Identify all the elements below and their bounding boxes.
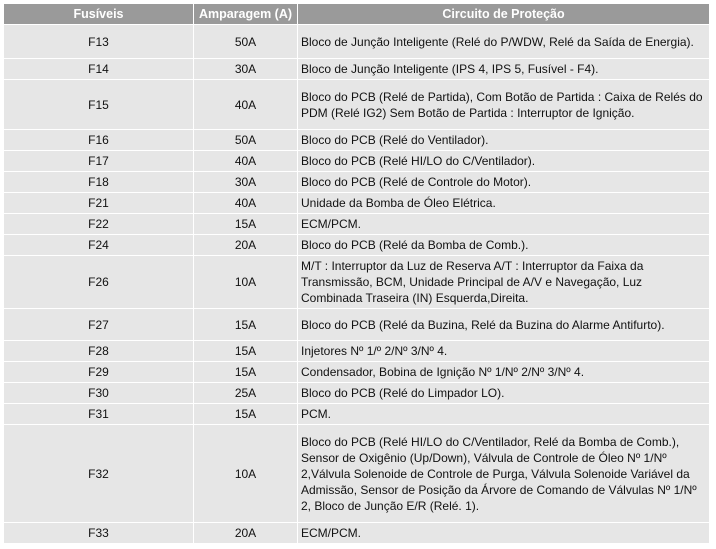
amperage-cell: 40A [194, 151, 298, 172]
table-row [4, 80, 710, 130]
fuse-cell: F24 [4, 235, 194, 256]
circuit-cell: Bloco do PCB (Relé da Buzina, Relé da Buzina do Alarme Antifurto). [298, 309, 710, 341]
amperage-cell: 25A [194, 383, 298, 404]
amperage-cell: 30A [194, 59, 298, 80]
table-header [4, 4, 710, 25]
table-row [4, 341, 710, 362]
table-row [4, 59, 710, 80]
amperage-cell: 15A [194, 341, 298, 362]
circuit-cell: ECM/PCM. [298, 523, 710, 544]
table-row [4, 214, 710, 235]
amperage-cell: 20A [194, 235, 298, 256]
circuit-cell: Bloco do PCB (Relé HI/LO do C/Ventilador, Relé da Bomba de Comb.), Sensor de Oxigênio (Up/Down), Válvula de Controle de Óleo Nº 1/Nº 2,Válvula Solenoide de Controle de Purga, Válvula Solenoide Variável da Admissão, Sensor de Posição da Árvore de Comando de Válvulas Nº 1/Nº 2, Bloco de Junção E/R (Relé. 1). [298, 425, 710, 523]
amperage-cell: 30A [194, 172, 298, 193]
header-amperage: Amparagem (A) [194, 4, 298, 25]
table-row [4, 172, 710, 193]
header-row [4, 4, 710, 25]
amperage-cell: 40A [194, 193, 298, 214]
table-row [4, 130, 710, 151]
circuit-cell: Bloco do PCB (Relé do Ventilador). [298, 130, 710, 151]
table-row [4, 523, 710, 544]
amperage-cell: 20A [194, 523, 298, 544]
header-circuit: Circuito de Proteção [298, 4, 710, 25]
table-row [4, 151, 710, 172]
fuse-cell: F16 [4, 130, 194, 151]
fuse-cell: F21 [4, 193, 194, 214]
fuse-cell: F14 [4, 59, 194, 80]
header-fuse: Fusíveis [4, 4, 194, 25]
table-row [4, 235, 710, 256]
table-row [4, 404, 710, 425]
fuse-cell: F17 [4, 151, 194, 172]
amperage-cell: 10A [194, 256, 298, 309]
fuse-cell: F27 [4, 309, 194, 341]
amperage-cell: 50A [194, 130, 298, 151]
fuse-cell: F13 [4, 25, 194, 59]
fuse-cell: F22 [4, 214, 194, 235]
amperage-cell: 40A [194, 80, 298, 130]
fuse-cell: F33 [4, 523, 194, 544]
circuit-cell: Bloco do PCB (Relé da Bomba de Comb.). [298, 235, 710, 256]
amperage-cell: 10A [194, 425, 298, 523]
table-row [4, 362, 710, 383]
table-row [4, 383, 710, 404]
fuse-cell: F28 [4, 341, 194, 362]
circuit-cell: Injetores Nº 1/º 2/Nº 3/Nº 4. [298, 341, 710, 362]
circuit-cell: Unidade da Bomba de Óleo Elétrica. [298, 193, 710, 214]
circuit-cell: Bloco do PCB (Relé de Partida), Com Botão de Partida : Caixa de Relés do PDM (Relé IG2) Sem Botão de Partida : Interruptor de Ignição. [298, 80, 710, 130]
fuse-cell: F26 [4, 256, 194, 309]
fuse-cell: F31 [4, 404, 194, 425]
amperage-cell: 50A [194, 25, 298, 59]
circuit-cell: Bloco do PCB (Relé HI/LO do C/Ventilador). [298, 151, 710, 172]
circuit-cell: Condensador, Bobina de Ignição Nº 1/Nº 2/Nº 3/Nº 4. [298, 362, 710, 383]
fuse-cell: F18 [4, 172, 194, 193]
circuit-cell: Bloco do PCB (Relé de Controle do Motor). [298, 172, 710, 193]
fuse-cell: F15 [4, 80, 194, 130]
table-row [4, 25, 710, 59]
amperage-cell: 15A [194, 362, 298, 383]
fuse-cell: F30 [4, 383, 194, 404]
table-row [4, 309, 710, 341]
circuit-cell: Bloco de Junção Inteligente (IPS 4, IPS 5, Fusível - F4). [298, 59, 710, 80]
table-row [4, 425, 710, 523]
fuse-table [3, 3, 710, 544]
fuse-cell: F32 [4, 425, 194, 523]
table-body [4, 25, 710, 544]
table-row [4, 256, 710, 309]
amperage-cell: 15A [194, 309, 298, 341]
fuse-cell: F29 [4, 362, 194, 383]
amperage-cell: 15A [194, 404, 298, 425]
circuit-cell: M/T : Interruptor da Luz de Reserva A/T : Interruptor da Faixa da Transmissão, BCM, Unidade Principal de A/V e Navegação, Luz Combinada Traseira (IN) Esquerda,Direita. [298, 256, 710, 309]
circuit-cell: ECM/PCM. [298, 214, 710, 235]
table-row [4, 193, 710, 214]
circuit-cell: PCM. [298, 404, 710, 425]
circuit-cell: Bloco de Junção Inteligente (Relé do P/WDW, Relé da Saída de Energia). [298, 25, 710, 59]
circuit-cell: Bloco do PCB (Relé do Limpador LO). [298, 383, 710, 404]
amperage-cell: 15A [194, 214, 298, 235]
